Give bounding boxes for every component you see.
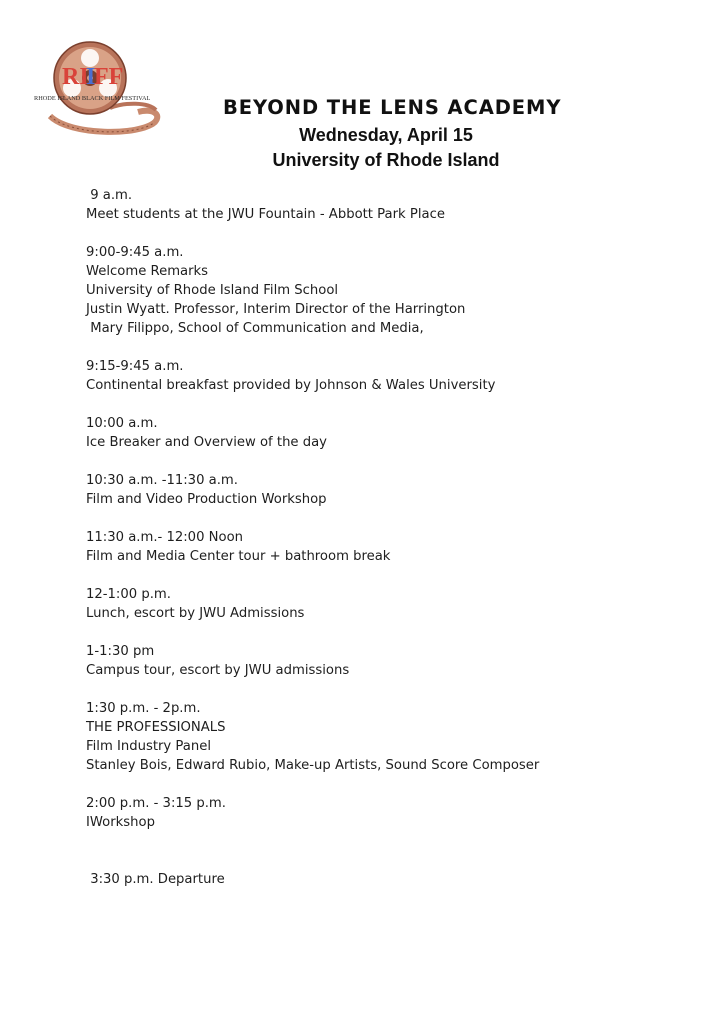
schedule-spacer [86, 623, 706, 642]
schedule-detail: Film and Media Center tour + bathroom break [86, 549, 391, 564]
schedule-detail: University of Rhode Island Film School [86, 283, 339, 298]
schedule-time: 10:00 a.m. [86, 416, 158, 431]
schedule-time: 10:30 a.m. -11:30 a.m. [86, 473, 238, 488]
svg-text:FF: FF [94, 64, 124, 90]
schedule-time: 1-1:30 pm [86, 644, 155, 659]
schedule-spacer [86, 452, 706, 471]
schedule-spacer [86, 680, 706, 699]
schedule-spacer [86, 338, 706, 357]
schedule-time: 9:00-9:45 a.m. [86, 245, 184, 260]
schedule-time: 1:30 p.m. - 2p.m. [86, 701, 201, 716]
schedule-item [86, 357, 706, 395]
schedule-spacer [86, 395, 706, 414]
schedule-item [86, 794, 706, 832]
schedule-item [86, 471, 706, 509]
schedule-item [86, 585, 706, 623]
schedule-item [86, 642, 706, 680]
schedule-item [86, 699, 706, 775]
schedule-spacer [86, 832, 706, 870]
schedule-detail: Lunch, escort by JWU Admissions [86, 606, 305, 621]
schedule-detail: Welcome Remarks [86, 264, 209, 279]
schedule-detail: Film Industry Panel [86, 739, 212, 754]
schedule-detail: Continental breakfast provided by Johnson & Wales University [86, 378, 496, 393]
svg-text:RI: RI [62, 64, 89, 90]
schedule-item [86, 186, 706, 224]
schedule-spacer [86, 566, 706, 585]
schedule-detail: Stanley Bois, Edward Rubio, Make-up Artists, Sound Score Composer [86, 758, 540, 773]
schedule-item [86, 243, 706, 338]
schedule-time: 11:30 a.m.- 12:00 Noon [86, 530, 244, 545]
festival-logo [30, 38, 180, 138]
film-reel-icon [30, 38, 180, 138]
schedule-time: 3:30 p.m. Departure [86, 872, 225, 887]
schedule-detail: Campus tour, escort by JWU admissions [86, 663, 350, 678]
schedule-item [86, 528, 706, 566]
schedule-detail: Justin Wyatt. Professor, Interim Director of the Harrington [86, 302, 466, 317]
schedule-spacer [86, 775, 706, 794]
event-date: Wednesday, April 15 [299, 125, 473, 145]
schedule-detail: Ice Breaker and Overview of the day [86, 435, 327, 450]
schedule-spacer [86, 509, 706, 528]
schedule [86, 186, 706, 889]
schedule-detail: Film and Video Production Workshop [86, 492, 327, 507]
schedule-detail: THE PROFESSIONALS [86, 720, 226, 735]
schedule-time: 2:00 p.m. - 3:15 p.m. [86, 796, 226, 811]
schedule-item [86, 414, 706, 452]
schedule-detail: IWorkshop [86, 815, 155, 830]
svg-text:RHODE ISLAND BLACK FILM FESTIV: RHODE ISLAND BLACK FILM FESTIVAL [34, 95, 151, 102]
schedule-spacer [86, 224, 706, 243]
schedule-time: 12-1:00 p.m. [86, 587, 171, 602]
schedule-time: 9:15-9:45 a.m. [86, 359, 184, 374]
schedule-detail: Meet students at the JWU Fountain - Abbott Park Place [86, 207, 445, 222]
svg-text:I: I [86, 64, 96, 90]
schedule-detail: Mary Filippo, School of Communication and Media, [86, 321, 424, 336]
page-title: BEYOND THE LENS ACADEMY [223, 96, 562, 119]
schedule-time: 9 a.m. [86, 188, 133, 203]
schedule-item [86, 870, 706, 889]
event-location: University of Rhode Island [272, 150, 500, 170]
